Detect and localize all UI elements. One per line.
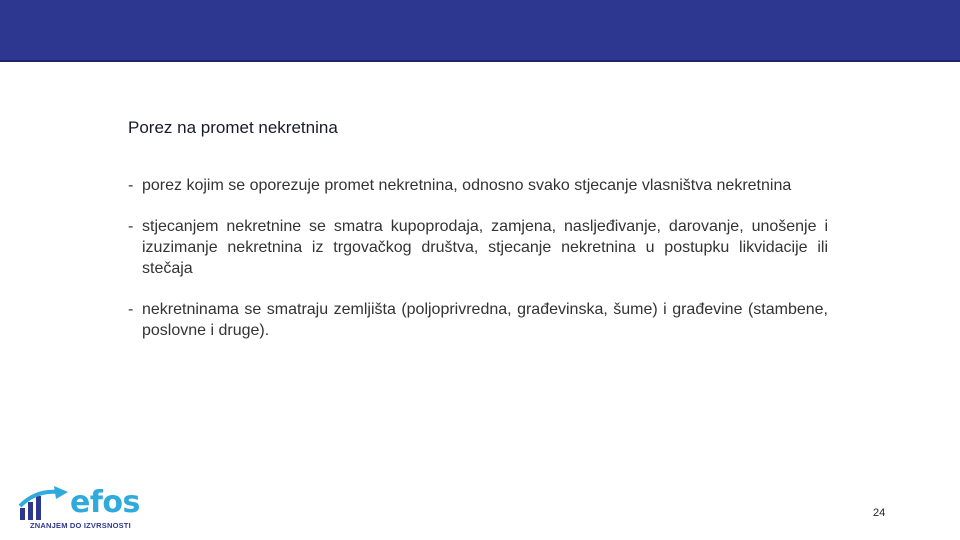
bullet-text: stjecanjem nekretnine se smatra kupoprodaja, zamjena, nasljeđivanje, darovanje, unošenje i izuzimanje nekretnina iz trgovačkog društva, stjecanje nekretnina u postupku likvidacije ili stečaja: [142, 218, 828, 277]
bullet-text: porez kojim se oporezuje promet nekretnina, odnosno svako stjecanje vlasništva nekretnina: [142, 177, 792, 194]
bullet-dash: -: [128, 218, 134, 235]
slide-title: Porez na promet nekretnina: [128, 118, 338, 137]
bullet-item: [128, 299, 828, 341]
bullet-dash: -: [128, 301, 134, 318]
bullet-list: [128, 175, 828, 341]
logo-name: efos: [70, 485, 140, 520]
bullet-item: [128, 175, 828, 196]
efos-logo: [18, 486, 148, 532]
bullet-dash: -: [128, 177, 134, 194]
bullet-text: nekretninama se smatraju zemljišta (poljoprivredna, građevinska, šume) i građevine (stambene, poslovne i druge).: [142, 301, 828, 339]
logo-tagline: ZNANJEM DO IZVRSNOSTI: [30, 521, 131, 530]
header-bar: [0, 0, 960, 60]
bullet-item: [128, 216, 828, 279]
header-bar-divider: [0, 60, 960, 62]
bar-chart-arrow-icon: [18, 486, 70, 522]
page-number: 24: [873, 507, 886, 519]
